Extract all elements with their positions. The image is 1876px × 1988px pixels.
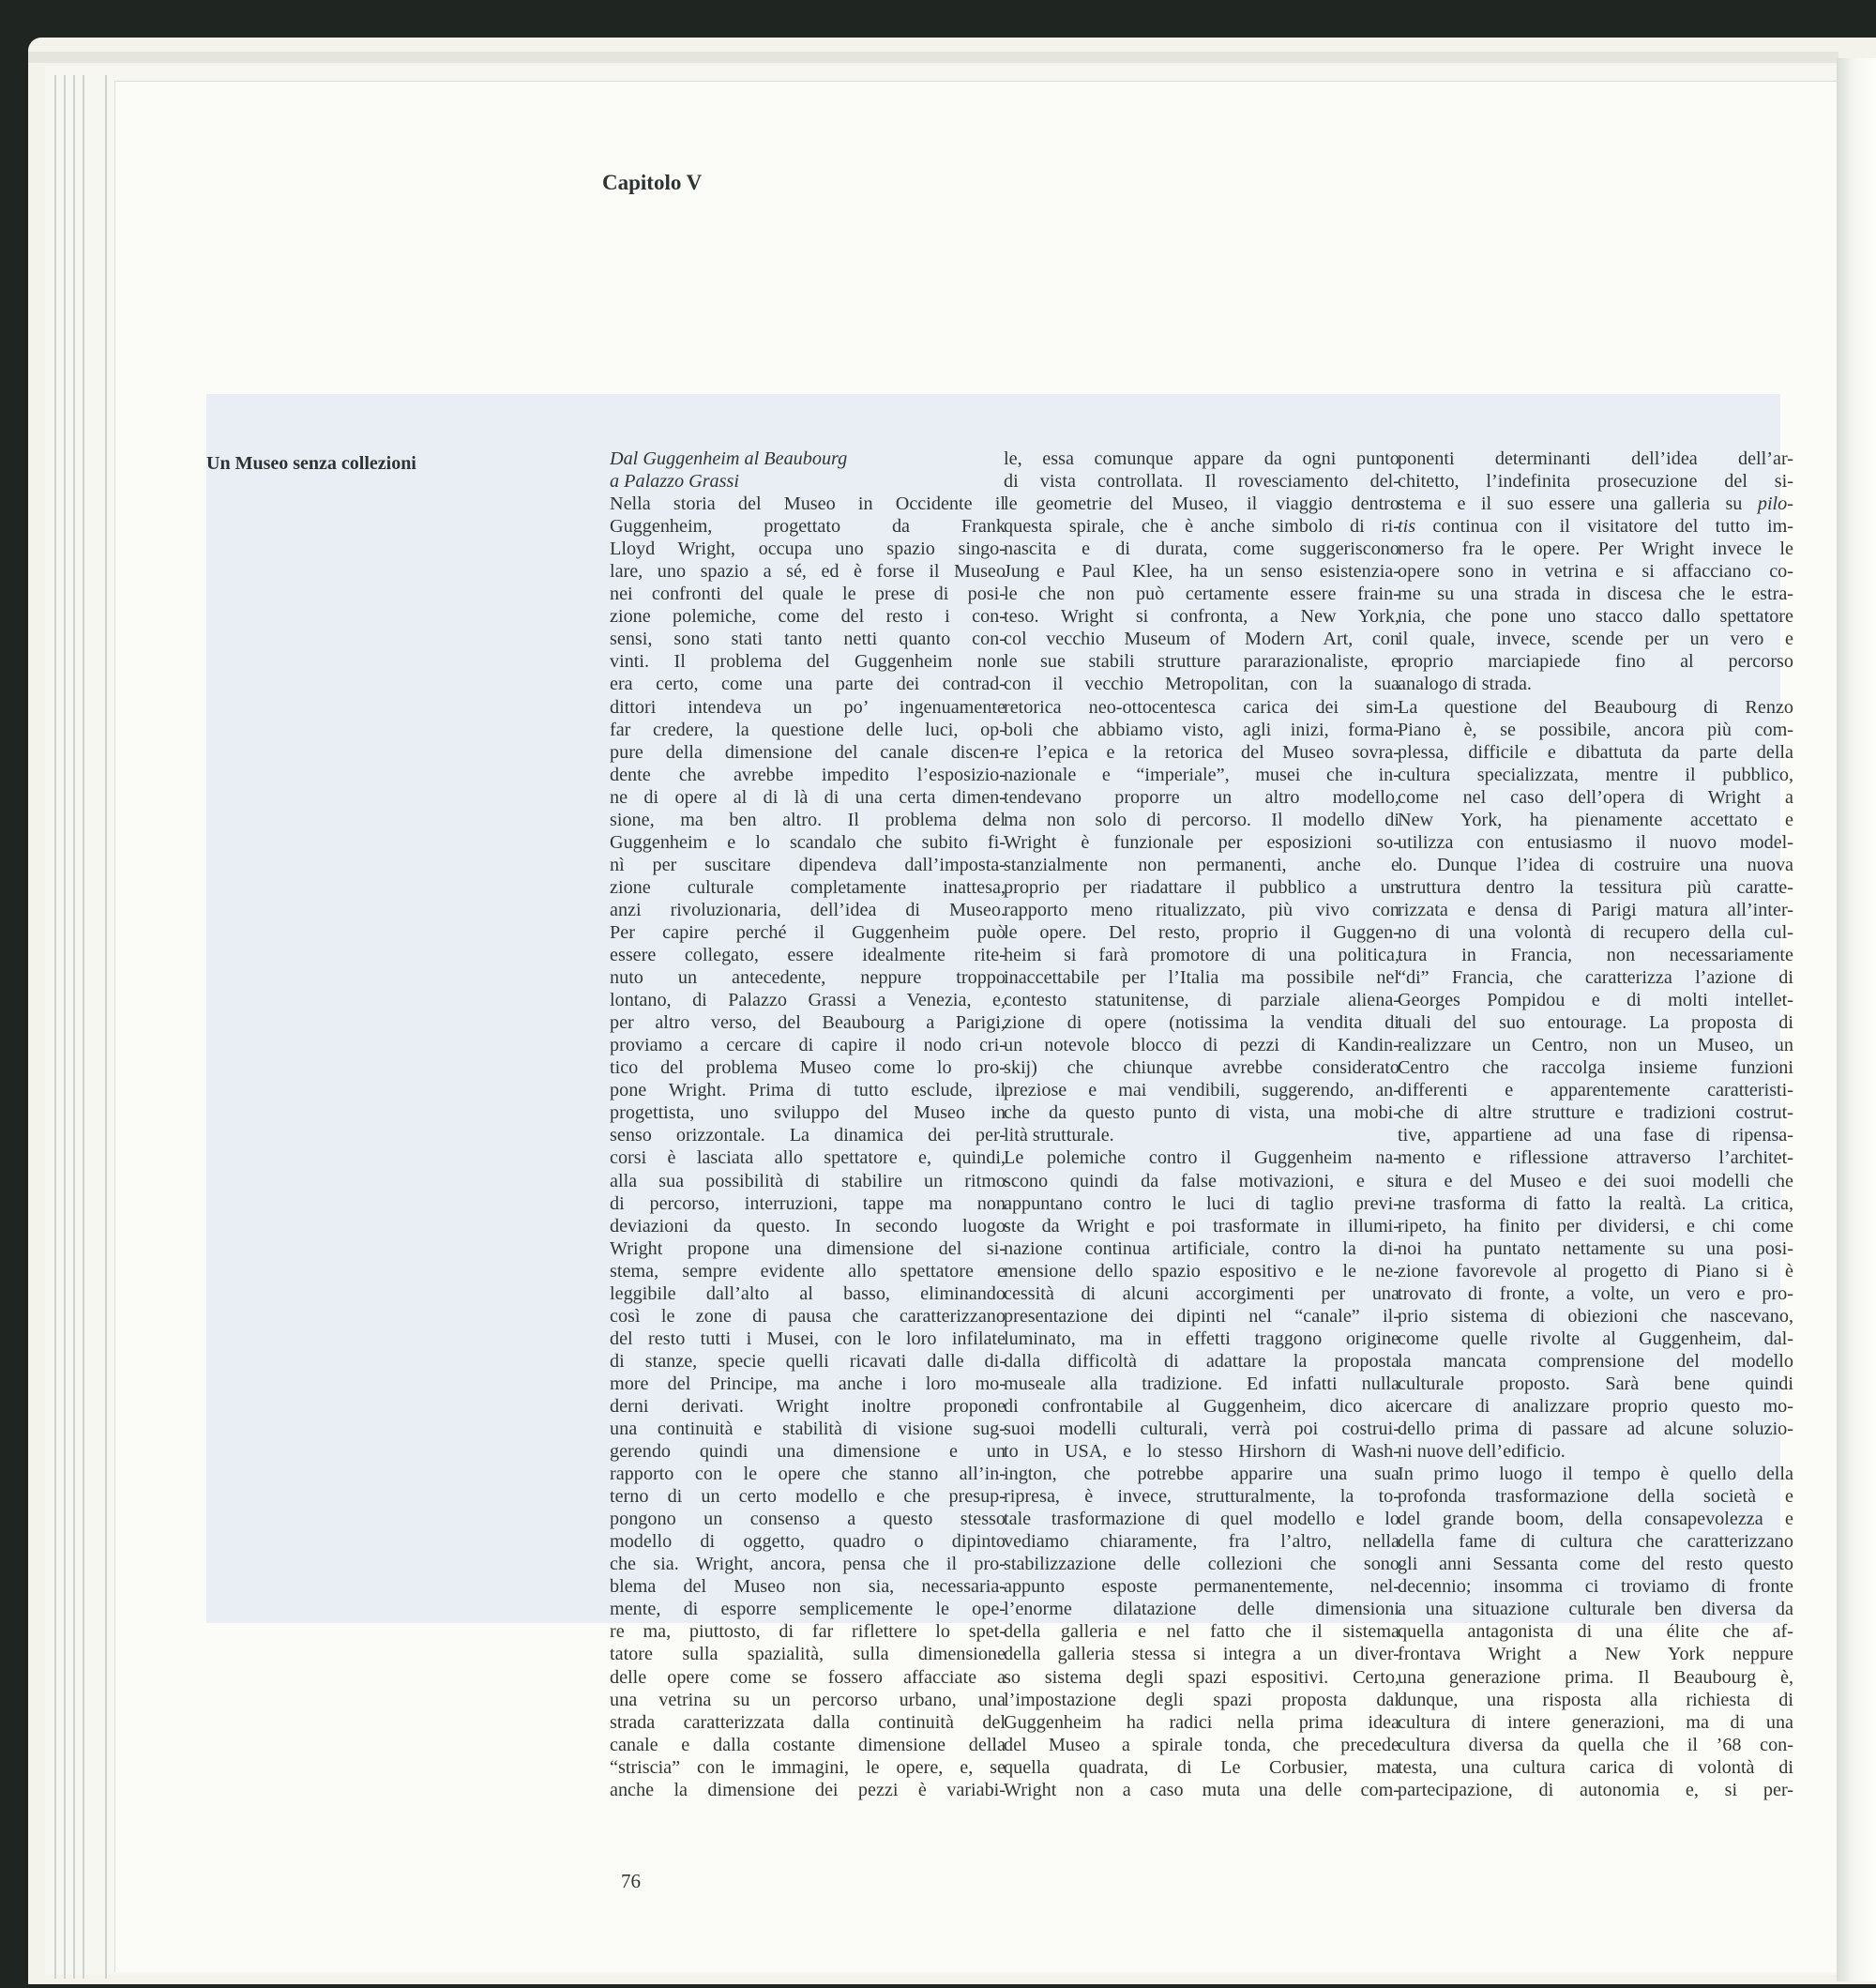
text-line: appunto esposte permanentemente, nel- — [1004, 1576, 1399, 1598]
text-line: una continuità e stabilità di visione sug- — [610, 1419, 1006, 1440]
text-line: heim si farà promotore di una politica, — [1004, 945, 1399, 966]
text-line: Piano è, se possibile, ancora più com- — [1398, 719, 1793, 740]
text-line: re l’epica e la retorica del Museo sovra- — [1004, 741, 1399, 763]
text-line: Centro che raccolga insieme funzioni — [1398, 1057, 1793, 1079]
text-line: così le zone di pausa che caratterizzano — [610, 1305, 1006, 1327]
text-line: far credere, la questione delle luci, op- — [610, 719, 1006, 740]
text-line: so sistema degli spazi espositivi. Certo, — [1004, 1666, 1399, 1688]
text-line: ne trasforma di fatto la realtà. La critica, — [1398, 1192, 1793, 1214]
text-line: Jung e Paul Klee, ha un senso esistenzia- — [1004, 561, 1399, 583]
text-line: cessità di alcuni accorgimenti per una — [1004, 1282, 1399, 1304]
text-line: museale alla tradizione. Ed infatti nulla — [1004, 1373, 1399, 1394]
text-line: canale e dalla costante dimensione della — [610, 1734, 1006, 1755]
text-line: testa, una cultura carica di volontà di — [1398, 1756, 1793, 1778]
text-line: cultura specializzata, mentre il pubblico, — [1398, 764, 1793, 785]
text-line: merso fra le opere. Per Wright invece le — [1398, 539, 1793, 560]
article-subtitle-line: a Palazzo Grassi — [610, 471, 739, 493]
text-line: anche la dimensione dei pezzi è variabi- — [610, 1779, 1006, 1800]
text-line: Wright è funzionale per esposizioni so- — [1004, 831, 1399, 853]
text-line: le sue stabili strutture pararazionaliste, e — [1004, 651, 1399, 673]
text-line: dittori intendeva un po’ ingenuamente — [610, 696, 1006, 718]
text-line: della galleria stessa si integra a un diver- — [1004, 1644, 1399, 1665]
text-column-2 — [1004, 448, 1399, 1801]
text-line: realizzare un Centro, non un Museo, un — [1398, 1035, 1793, 1056]
text-line: preziose e mai vendibili, suggerendo, an- — [1004, 1080, 1399, 1101]
page-edge — [73, 75, 75, 1979]
text-line: ne di opere al di là di una certa dimen- — [610, 786, 1006, 808]
text-line: di percorso, interruzioni, tappe ma non — [610, 1192, 1006, 1214]
text-line: del grande boom, della consapevolezza e — [1398, 1509, 1793, 1530]
page-number: 76 — [621, 1870, 641, 1892]
text-line: cultura di intere generazioni, ma di una — [1398, 1711, 1793, 1733]
text-line: ington, che potrebbe apparire una sua — [1004, 1464, 1399, 1485]
text-line: Georges Pompidou e di molti intellet- — [1398, 990, 1793, 1011]
text-line: tatore sulla spazialità, sulla dimensione — [610, 1644, 1006, 1665]
text-line: una generazione prima. Il Beaubourg è, — [1398, 1666, 1793, 1688]
text-line: noi ha puntato nettamente su una posi- — [1398, 1237, 1793, 1259]
text-line: rizzata e densa di Parigi matura all’inter- — [1398, 899, 1793, 920]
text-line: vinti. Il problema del Guggenheim non — [610, 651, 1006, 673]
text-line: presentazione dei dipinti nel “canale” il- — [1004, 1305, 1399, 1327]
text-line: Nella storia del Museo in Occidente il — [610, 493, 1006, 515]
text-line: lare, uno spazio a sé, ed è forse il Museo — [610, 561, 1006, 583]
text-line: luminato, ma in effetti traggono origine — [1004, 1328, 1399, 1349]
text-line: boli che abbiamo visto, agli inizi, forma- — [1004, 719, 1399, 740]
text-line: zione favorevole al progetto di Piano si è — [1398, 1260, 1793, 1282]
text-line: proprio per riadattare il pubblico a un — [1004, 876, 1399, 898]
text-line: dalla difficoltà di adattare la proposta — [1004, 1350, 1399, 1372]
text-line: ripresa, è invece, strutturalmente, la to- — [1004, 1486, 1399, 1508]
article-subtitle-line: Dal Guggenheim al Beaubourg — [610, 448, 848, 469]
text-line: mente, di esporre semplicemente le ope- — [610, 1599, 1006, 1620]
text-line: dello prima di passare ad alcune soluzio- — [1398, 1419, 1793, 1440]
text-line: culturale proposto. Sarà bene quindi — [1398, 1373, 1793, 1394]
text-line: gerendo quindi una dimensione e un — [610, 1441, 1006, 1463]
text-line: vediamo chiaramente, fra l’altro, nella — [1004, 1531, 1399, 1553]
text-line: sensi, sono stati tanto netti quanto con- — [610, 629, 1006, 650]
text-line: le opere. Del resto, proprio il Guggen- — [1004, 921, 1399, 943]
text-line: con il vecchio Metropolitan, con la sua — [1004, 674, 1399, 695]
text-column-1 — [610, 448, 1006, 1801]
text-line: le, essa comunque appare da ogni punto — [1004, 448, 1399, 469]
text-line: nazione continua artificiale, contro la di- — [1004, 1237, 1399, 1259]
book-gutter — [1837, 58, 1876, 1981]
text-line: tale trasformazione di quel modello e lo — [1004, 1509, 1399, 1530]
text-line: senso orizzontale. La dinamica dei per- — [610, 1125, 1006, 1146]
text-line: nì per suscitare dipendeva dall’imposta- — [610, 854, 1006, 875]
page-edge — [83, 75, 84, 1979]
text-line: In primo luogo il tempo è quello della — [1398, 1464, 1793, 1485]
text-line: per altro verso, del Beaubourg a Parigi, — [610, 1012, 1006, 1034]
text-line: utilizza con entusiasmo il nuovo model- — [1398, 831, 1793, 853]
text-line: alla sua possibilità di stabilire un ritmo — [610, 1170, 1006, 1191]
text-line: stabilizzazione delle collezioni che sono — [1004, 1554, 1399, 1575]
text-line: l’impostazione degli spazi proposta dal — [1004, 1689, 1399, 1710]
text-line: mensione dello spazio espositivo e le ne- — [1004, 1260, 1399, 1282]
text-line: nei confronti del quale le prese di posi- — [610, 584, 1006, 605]
page-edge — [64, 75, 66, 1979]
text-line: retorica neo-ottocentesca carica dei sim- — [1004, 696, 1399, 718]
text-line: quella antagonista di una élite che af- — [1398, 1621, 1793, 1643]
text-line: frontava Wright a New York neppure — [1398, 1644, 1793, 1665]
text-line: blema del Museo non sia, necessaria- — [610, 1576, 1006, 1598]
text-line: progettista, uno sviluppo del Museo in — [610, 1102, 1006, 1124]
text-line: cercare di analizzare proprio questo mo- — [1398, 1395, 1793, 1417]
text-line: teso. Wright si confronta, a New York, — [1004, 606, 1399, 628]
text-line: lo. Dunque l’idea di costruire una nuova — [1398, 854, 1793, 875]
text-line: chitetto, l’indefinita prosecuzione del si- — [1398, 471, 1793, 493]
text-line: tico del problema Museo come lo pro- — [610, 1057, 1006, 1079]
text-line: cultura diversa da quella che il ’68 con- — [1398, 1734, 1793, 1755]
text-line: nuto un antecedente, neppure troppo — [610, 967, 1006, 989]
text-line: New York, ha pienamente accettato e — [1398, 809, 1793, 830]
text-line: zione polemiche, come del resto i con- — [610, 606, 1006, 628]
text-line: deviazioni da questo. In secondo luogo — [610, 1215, 1006, 1237]
text-line: decennio; insomma ci troviamo di fronte — [1398, 1576, 1793, 1598]
text-line: stema e il suo essere una galleria su pilo- — [1398, 493, 1793, 515]
text-line: tendevano proporre un altro modello, — [1004, 786, 1399, 808]
text-line: leggibile dall’alto al basso, eliminando — [610, 1282, 1006, 1304]
text-line: l’enorme dilatazione delle dimensioni — [1004, 1599, 1399, 1620]
text-line: Guggenheim ha radici nella prima idea — [1004, 1711, 1399, 1733]
text-line: anzi rivoluzionaria, dell’idea di Museo. — [610, 899, 1006, 920]
text-line: terno di un certo modello e che presup- — [610, 1486, 1006, 1508]
page-edge — [54, 75, 56, 1979]
text-line: Wright non a caso muta una delle com- — [1004, 1779, 1399, 1800]
text-line: “di” Francia, che caratterizza l’azione di — [1398, 967, 1793, 989]
text-line: tis continua con il visitatore del tutto im- — [1398, 516, 1793, 538]
text-line: dunque, una risposta alla richiesta di — [1398, 1689, 1793, 1710]
cover-bevel — [28, 52, 1838, 63]
text-line: prio sistema di obiezioni che nascevano, — [1398, 1305, 1793, 1327]
text-line: della galleria e nel fatto che il sistema — [1004, 1621, 1399, 1643]
text-line: di confrontabile al Guggenheim, dico ai — [1004, 1395, 1399, 1417]
text-line: di stanze, specie quelli ricavati dalle di- — [610, 1350, 1006, 1372]
text-line: re ma, piuttosto, di far riflettere lo spet- — [610, 1621, 1006, 1643]
text-line: come quelle rivolte al Guggenheim, dal- — [1398, 1328, 1793, 1349]
text-line: differenti e apparentemente caratteristi- — [1398, 1080, 1793, 1101]
text-line: more del Principe, ma anche i loro mo- — [610, 1373, 1006, 1394]
text-line: zione di opere (notissima la vendita di — [1004, 1012, 1399, 1034]
text-line: zione culturale completamente inattesa, — [610, 876, 1006, 898]
text-line: che di altre strutture e tradizioni costrut- — [1398, 1102, 1793, 1124]
text-line: proviamo a cercare di capire il nodo cri- — [610, 1035, 1006, 1056]
text-line: ma non solo di percorso. Il modello di — [1004, 809, 1399, 830]
text-column-3 — [1398, 448, 1793, 1801]
text-line: mento e riflessione attraverso l’architet- — [1398, 1147, 1793, 1169]
text-line: strada caratterizzata dalla continuità del — [610, 1711, 1006, 1733]
text-line: nazionale e “imperiale”, musei che in- — [1004, 764, 1399, 785]
text-line: La questione del Beaubourg di Renzo — [1398, 696, 1793, 718]
text-line: delle opere come se fossero affacciate a — [610, 1666, 1006, 1688]
text-line: pone Wright. Prima di tutto esclude, il — [610, 1080, 1006, 1101]
text-line: a una situazione culturale ben diversa da — [1398, 1599, 1793, 1620]
text-line: corsi è lasciata allo spettatore e, quindi, — [610, 1147, 1006, 1169]
text-line: pure della dimensione del canale discen- — [610, 741, 1006, 763]
text-line: una vetrina su un percorso urbano, una — [610, 1689, 1006, 1710]
text-line: gli anni Sessanta come del resto questo — [1398, 1554, 1793, 1575]
text-line: questa spirale, che è anche simbolo di ri- — [1004, 516, 1399, 538]
text-line: tura e del Museo e dei suoi modelli che — [1398, 1170, 1793, 1191]
text-line: del resto tutti i Musei, con le loro infilate — [610, 1328, 1006, 1349]
text-line: proprio marciapiede fino al percorso — [1398, 651, 1793, 673]
text-line: ste da Wright e poi trasformate in illumi- — [1004, 1215, 1399, 1237]
text-line: to in USA, e lo stesso Hirshorn di Wash- — [1004, 1441, 1399, 1463]
text-line: lontano, di Palazzo Grassi a Venezia, e, — [610, 990, 1006, 1011]
text-line: Guggenheim, progettato da Frank — [610, 516, 1006, 538]
text-line: lità strutturale. — [1004, 1125, 1114, 1146]
text-line: essere collegato, essere idealmente rite- — [610, 945, 1006, 966]
text-line: dente che avrebbe impedito l’esposizio- — [610, 764, 1006, 785]
column-body — [1004, 448, 1399, 1801]
text-line: del Museo a spirale tonda, che precede — [1004, 1734, 1399, 1755]
text-line: opere sono in vetrina e si affacciano co- — [1398, 561, 1793, 583]
text-line: che sia. Wright, ancora, pensa che il pro- — [610, 1554, 1006, 1575]
text-line: no di una volontà di recupero della cul- — [1398, 921, 1793, 943]
text-line: che da questo punto di vista, una mobi- — [1004, 1102, 1399, 1124]
page-edge — [105, 75, 107, 1979]
text-line: skij) che chiunque avrebbe considerato — [1004, 1057, 1399, 1079]
text-line: “striscia” con le immagini, le opere, e, se — [610, 1756, 1006, 1778]
text-line: rapporto meno ritualizzato, più vivo con — [1004, 899, 1399, 920]
text-line: stanzialmente non permanenti, anche e — [1004, 854, 1399, 875]
text-line: la mancata comprensione del modello — [1398, 1350, 1793, 1372]
text-line: suoi modelli culturali, verrà poi costrui- — [1004, 1419, 1399, 1440]
text-line: ripeto, ha finito per dividersi, e chi come — [1398, 1215, 1793, 1237]
text-line: tuali del suo entourage. La proposta di — [1398, 1012, 1793, 1034]
text-line: scono quindi da false motivazioni, e si — [1004, 1170, 1399, 1191]
text-line: Wright propone una dimensione del si- — [610, 1237, 1006, 1259]
text-line: le geometrie del Museo, il viaggio dentro — [1004, 493, 1399, 515]
text-line: appuntano contro le luci di taglio previ- — [1004, 1192, 1399, 1214]
text-line: tura in Francia, non necessariamente — [1398, 945, 1793, 966]
text-line: Guggenheim e lo scandalo che subito fi- — [610, 831, 1006, 853]
text-line: partecipazione, di autonomia e, si per- — [1398, 1779, 1793, 1800]
column-body — [1398, 448, 1793, 1801]
text-line: derni derivati. Wright inoltre propone — [610, 1395, 1006, 1417]
text-line: il quale, invece, scende per un vero e — [1398, 629, 1793, 650]
text-line: nascita e di durata, come suggeriscono — [1004, 539, 1399, 560]
text-line: trovato di fronte, a volte, un vero e pro- — [1398, 1282, 1793, 1304]
text-line: pongono un consenso a questo stesso — [610, 1509, 1006, 1530]
text-line: me su una strada in discesa che le estra- — [1398, 584, 1793, 605]
text-line: quella quadrata, di Le Corbusier, ma — [1004, 1756, 1399, 1778]
text-line: ponenti determinanti dell’idea dell’ar- — [1398, 448, 1793, 469]
text-line: profonda trasformazione della società e — [1398, 1486, 1793, 1508]
text-line: contesto statunitense, di parziale aliena- — [1004, 990, 1399, 1011]
text-line: della fame di cultura che caratterizzano — [1398, 1531, 1793, 1553]
text-line: come nel caso dell’opera di Wright a — [1398, 786, 1793, 808]
text-line: nia, che pone uno stacco dallo spettatore — [1398, 606, 1793, 628]
text-line: analogo di strada. — [1398, 674, 1532, 695]
text-line: rapporto con le opere che stanno all’in- — [610, 1464, 1006, 1485]
text-line: le che non può certamente essere frain- — [1004, 584, 1399, 605]
text-line: ni nuove dell’edificio. — [1398, 1441, 1566, 1463]
text-line: tive, appartiene ad una fase di ripensa- — [1398, 1125, 1793, 1146]
text-line: modello di oggetto, quadro o dipinto — [610, 1531, 1006, 1553]
text-line: inaccettabile per l’Italia ma possibile nel — [1004, 967, 1399, 989]
chapter-label: Capitolo V — [602, 171, 703, 194]
section-title: Un Museo senza collezioni — [206, 453, 416, 474]
text-line: Lloyd Wright, occupa uno spazio singo- — [610, 539, 1006, 560]
text-line: struttura dentro la tessitura più caratte- — [1398, 876, 1793, 898]
text-line: Le polemiche contro il Guggenheim na- — [1004, 1147, 1399, 1169]
text-line: di vista controllata. Il rovesciamento del- — [1004, 471, 1399, 493]
text-line: era certo, come una parte dei contrad- — [610, 674, 1006, 695]
column-body — [610, 493, 1006, 1801]
text-line: col vecchio Museum of Modern Art, con — [1004, 629, 1399, 650]
text-line: sione, ma ben altro. Il problema del — [610, 809, 1006, 830]
text-line: Per capire perché il Guggenheim può — [610, 921, 1006, 943]
text-line: stema, sempre evidente allo spettatore e — [610, 1260, 1006, 1282]
text-line: un notevole blocco di pezzi di Kandin- — [1004, 1035, 1399, 1056]
text-line: plessa, difficile e dibattuta da parte della — [1398, 741, 1793, 763]
